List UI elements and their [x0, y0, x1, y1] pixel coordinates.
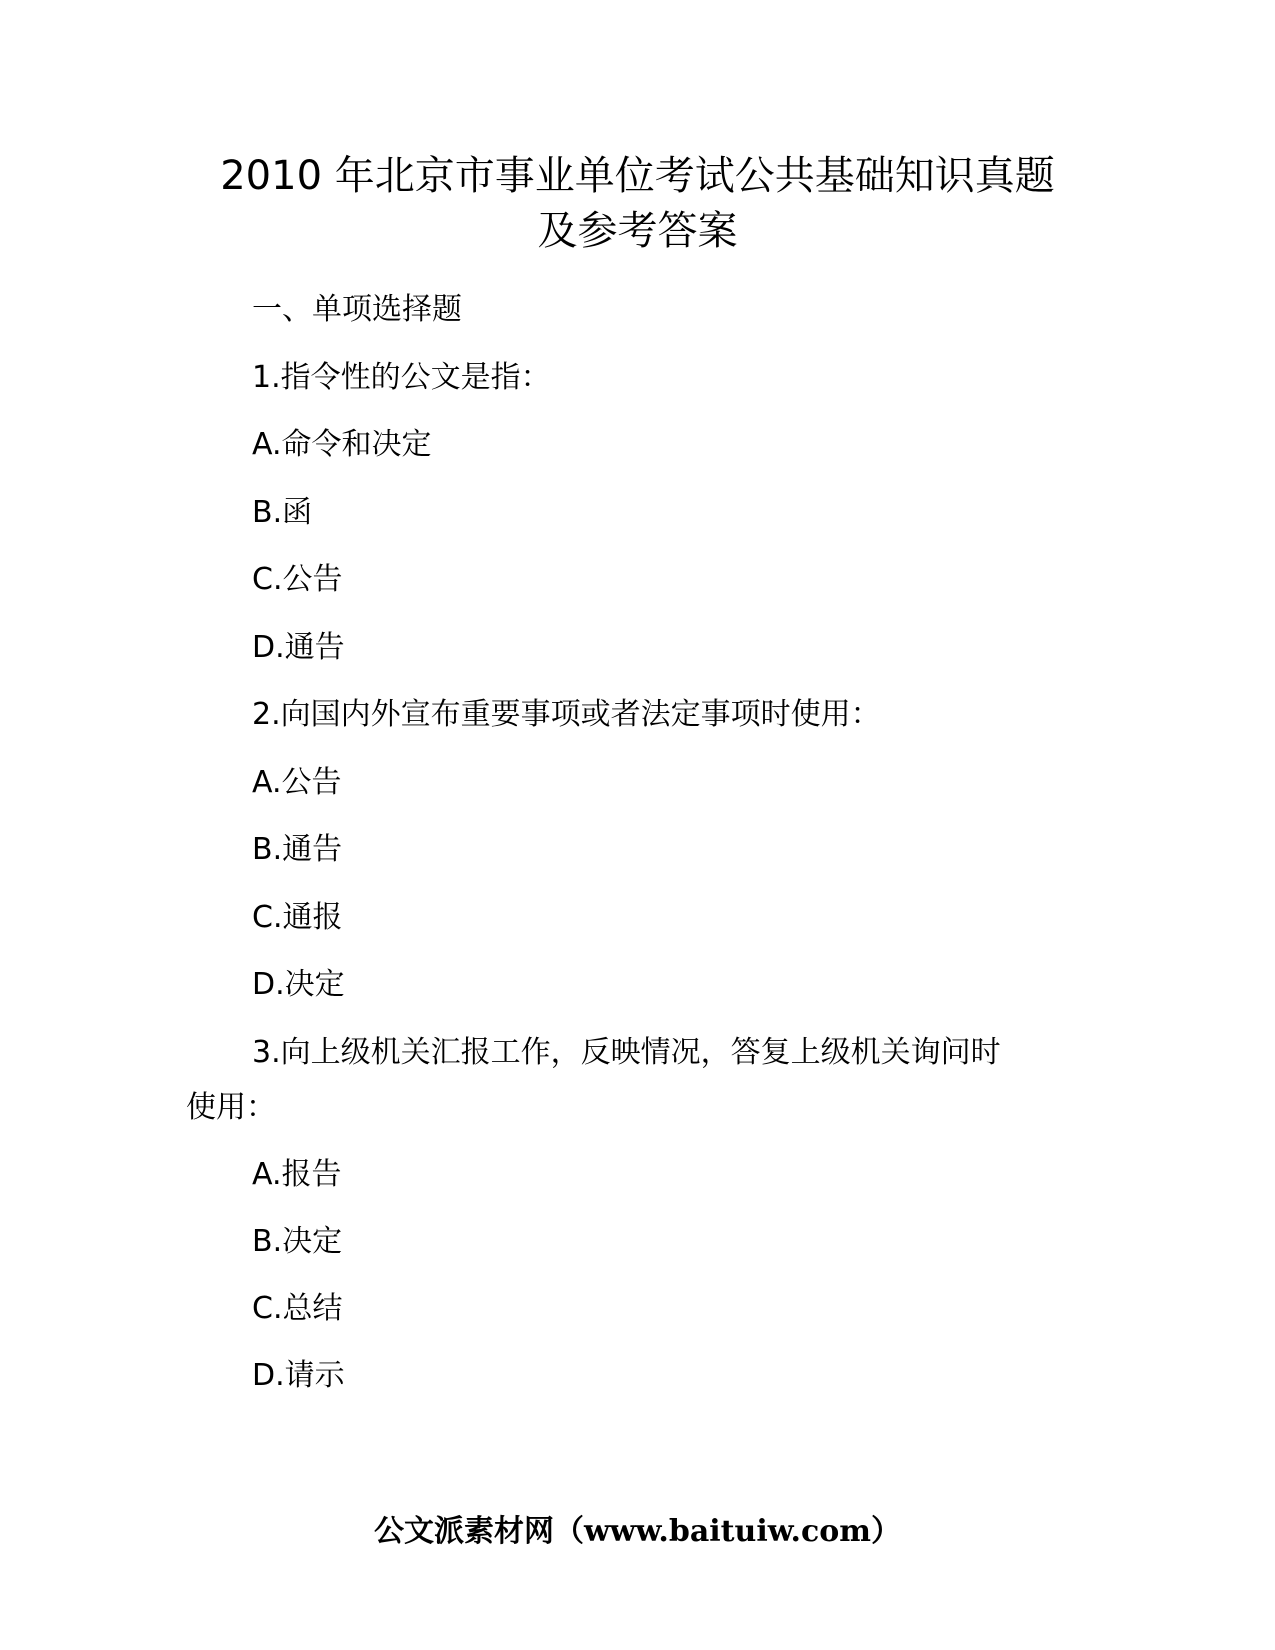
question-3-option-b: B.决定 [252, 1224, 343, 1259]
section-heading: 一、单项选择题 [252, 292, 462, 327]
question-3-option-d: D.请示 [252, 1358, 345, 1393]
question-2-option-d: D.决定 [252, 967, 345, 1002]
document-title-line-2: 及参考答案 [537, 208, 738, 254]
question-3-stem-line-1: 3.向上级机关汇报工作，反映情况，答复上级机关询问时 [252, 1035, 1001, 1070]
question-1-stem: 1.指令性的公文是指： [252, 360, 551, 395]
question-2-stem: 2.向国内外宣布重要事项或者法定事项时使用： [252, 697, 881, 732]
question-1-option-d: D.通告 [252, 630, 345, 665]
question-1-option-c: C.公告 [252, 562, 343, 597]
document-title-line-1: 2010 年北京市事业单位考试公共基础知识真题 [220, 153, 1055, 199]
question-2-option-c: C.通报 [252, 900, 343, 935]
question-1-option-a: A.命令和决定 [252, 427, 432, 462]
question-3-stem-line-2: 使用： [186, 1090, 276, 1125]
footer-source-credit: 公文派素材网（www.baituiw.com） [373, 1514, 902, 1549]
question-1-option-b: B.函 [252, 495, 313, 530]
question-3-option-c: C.总结 [252, 1291, 343, 1326]
question-3-option-a: A.报告 [252, 1157, 342, 1192]
question-2-option-a: A.公告 [252, 765, 342, 800]
question-2-option-b: B.通告 [252, 832, 343, 867]
